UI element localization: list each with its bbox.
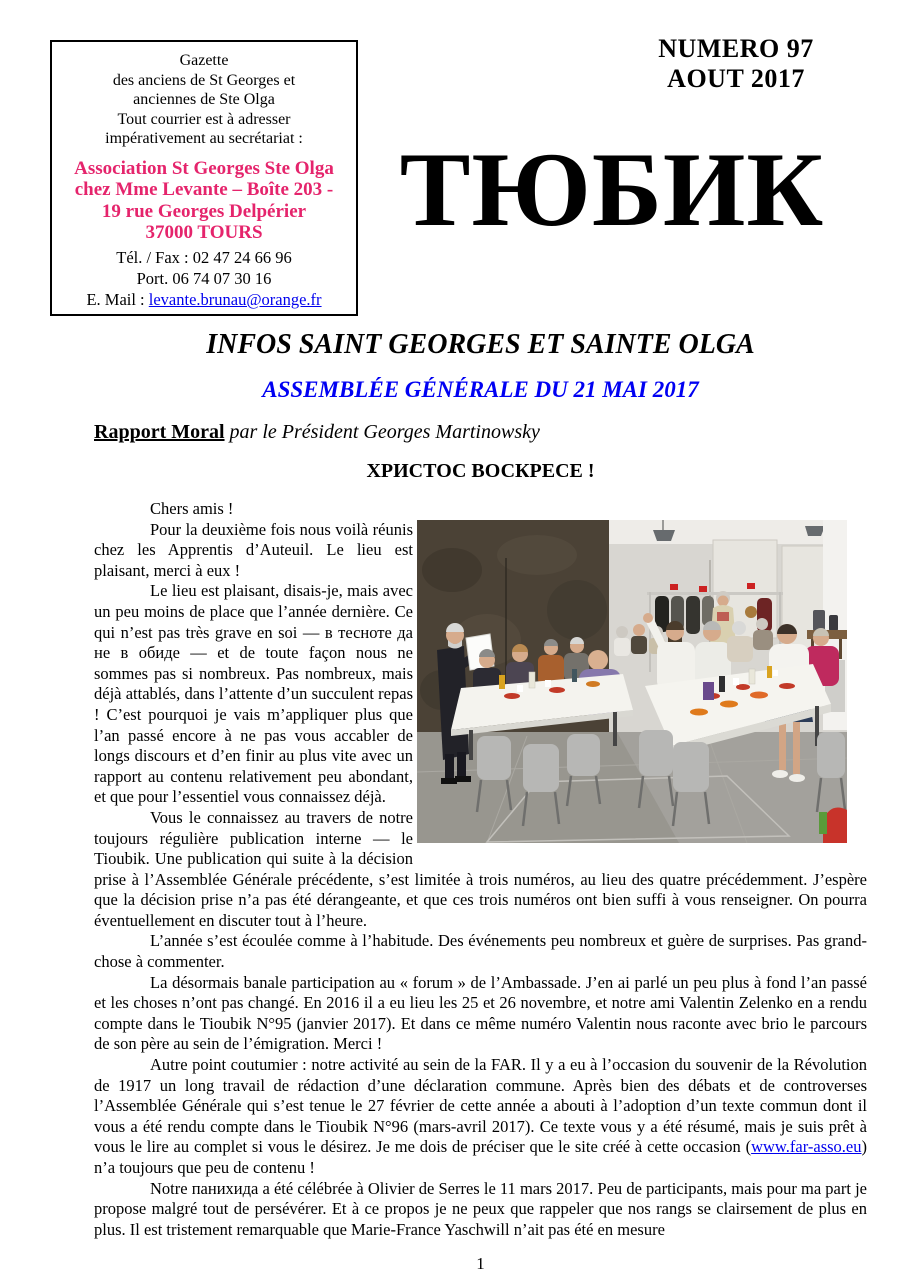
text-run: Autre point coutumier : notre activité au sein de la FAR. Il y a eu à l’occasion du souvenir de la Révolution de 1917 un long travail de rédaction d’une déclaration commune. Après bien des débats et de controverses l’Assemblée Générale qui s’est tenue le 27 février de cette année a abouti à l’adoption d’un texte commun dont il vous a été rendu compte dans le Tioubik N°96 (mars-avril 2017). Ce texte vous y a été résumé, mais je suis prêt à vous le lire au complet si vous le désirez. Je me dois de préciser que le site créé à cette occasion ( [94,1055,867,1157]
issue-number: NUMERO 97 [658,34,814,63]
email-label: E. Mail : [86,289,149,309]
association-line: chez Mme Levante – Boîte 203 - [74,179,334,201]
text-run: Chers amis ! [150,499,234,518]
gazette-block [52,51,356,149]
gazette-line: Tout courrier est à adresser [117,110,291,128]
text-run: La désormais banale participation au « forum » de l’Ambassade. J’en ai parlé un peu plus à fond l’an passé et les choses n’ont pas changé. En 2016 il a eu lieu les 25 et 26 novembre, et notre ami Valentin Zelenko en a rendu compte dans le Tioubik N°95 (janvier 2017). Et dans ce même numéro Valentin nous raconte avec brio le parcours de son père au sein de l’émigration. Merci ! [94,972,867,1054]
paragraph [94,1179,867,1241]
mobile-line: Port. 06 74 07 30 16 [136,268,272,288]
phone-line: Tél. / Fax : 02 47 24 66 96 [116,247,292,267]
text-run: Notre панихида a été célébrée à Olivier de Serres le 11 mars 2017. Peu de participants, mais pour ma part je propose malgré tout de persévérer. Et à ce propos je ne peux que rappeler que nos rangs se clairsement de plus en plus. Il est tristement remarquable que Marie-France Yaschwill n’ait pas été en mesure [94,1178,867,1239]
text-run: Le lieu est plaisant, disais-je, mais avec un peu moins de place que l’année dernière. Ce qui n’est pas très grave en soi — в тесноте да не в обиде — et de toute façon nous ne sommes pas si nombreux. Pas nombreux, mais déjà attablés, dans l’attente d’un succulent repas ! C’est pourquoi je vais m’appliquer plus que l’an passé encore à ne pas vous accabler de longs discours et d’en finir au plus vite avec un rapport au contenu relativement peu abondant, et que pour l’essentiel vous connaissez déjà. [94,581,413,807]
assembly-lunch-photo [417,520,847,843]
association-line: 19 rue Georges Delpérier [101,200,307,222]
far-asso-link[interactable]: www.far-asso.eu [751,1137,862,1157]
gazette-line: impérativement au secrétariat : [105,130,303,148]
issue-date: AOUT 2017 [667,64,805,93]
association-city: 37000 TOURS [145,222,263,244]
article-body [94,499,867,1275]
heading-infos: INFOS SAINT GEORGES ET SAINTE OLGA [206,329,755,360]
page-number: 1 [476,1254,485,1274]
content [94,324,867,1275]
assembly-lunch-photo-graphic [417,520,847,843]
text-run: Pour la deuxième fois nous voilà réunis chez les Apprentis d’Auteuil. Le lieu est plaisant, merci à eux ! [94,519,413,580]
rapport-label: Rapport Moral [94,421,225,443]
issue-block [616,34,856,94]
rapport-heading [94,420,867,445]
newsletter-title: ТЮБИК [399,131,825,248]
heading-assemblee: ASSEMBLÉE GÉNÉRALE DU 21 MAI 2017 [262,377,699,402]
association-address [52,158,356,244]
paragraph [94,1055,867,1179]
paragraph [94,973,867,1055]
association-name: Association St Georges Ste Olga [74,157,334,179]
gazette-line: des anciens de St Georges et [112,71,296,89]
heading-christos: ХРИСТОС ВОСКРЕСЕ ! [366,460,595,482]
gazette-line: anciennes de Ste Olga [133,91,275,109]
email-link[interactable]: levante.brunau@orange.fr [148,289,322,309]
paragraph [94,499,867,520]
text-run: L’année s’est écoulée comme à l’habitude. Des événements peu nombreux et guère de surprises. Pas grand-chose à commenter. [94,931,867,972]
contact-block [52,247,356,310]
text-run: ) n’a toujours que peu de contenu ! [94,1137,867,1177]
gazette-title: Gazette [179,52,229,69]
email-line [52,289,356,310]
rapport-byline: par le Président Georges Martinowsky [224,421,540,443]
text-run: Vous le connaissez au travers de notre toujours régulière publication interne — le Tioubik. Une publication qui suite à la décision prise à l’Assemblée Générale précédente, s’est limitée à trois numéros, au lieu des quatre précédemment. J’espère que la décision prise n’a pas été dérangeante, et que ces trois numéros ont bien suffi à vous renseigner. On pourra éventuellement en discuter tout à l’heure. [94,807,867,930]
paragraph [94,931,867,972]
masthead-box [50,40,358,316]
